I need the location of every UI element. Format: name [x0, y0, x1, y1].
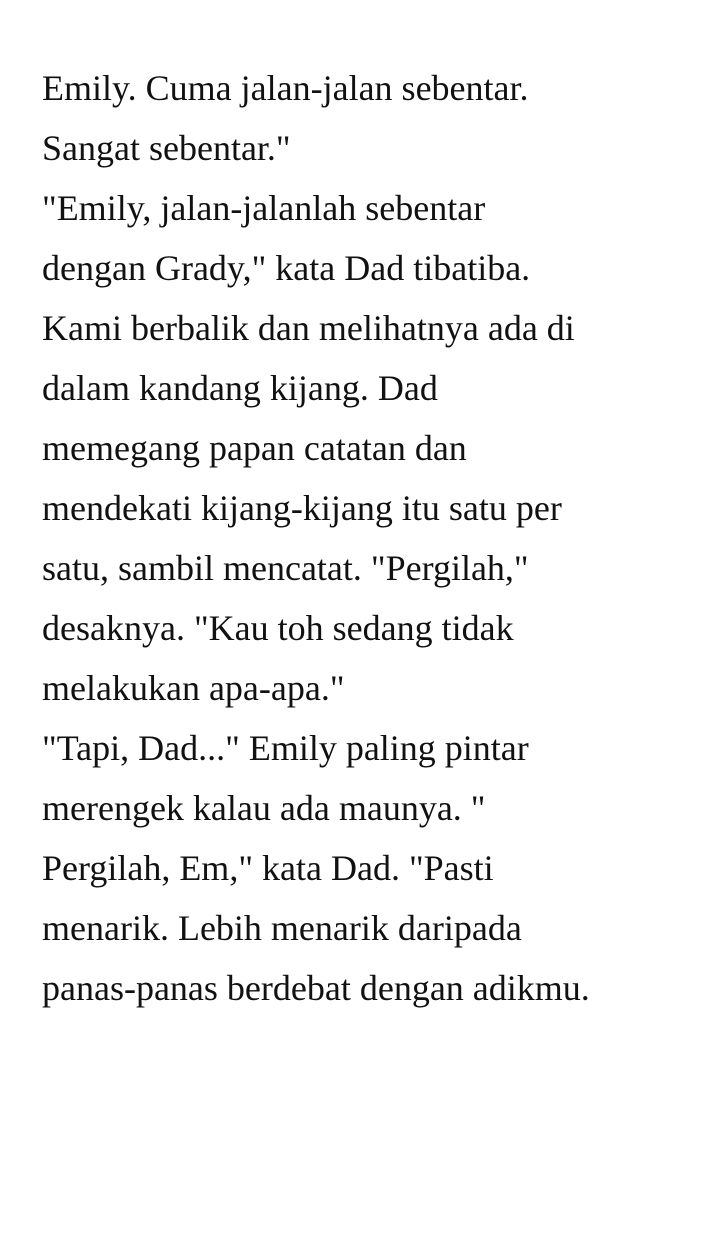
text-line: merengek kalau ada maunya. "	[42, 788, 486, 828]
text-line: melakukan apa-apa."	[42, 668, 345, 708]
text-line: Pergilah, Em," kata Dad. "Pasti	[42, 848, 494, 888]
text-line: mendekati kijang-kijang itu satu per	[42, 488, 562, 528]
text-line: satu, sambil mencatat. "Pergilah,"	[42, 548, 529, 588]
text-line: menarik. Lebih menarik daripada	[42, 908, 522, 948]
body-text	[42, 58, 712, 1018]
text-line: "Emily, jalan-jalanlah sebentar	[42, 188, 486, 228]
text-line: memegang papan catatan dan	[42, 428, 467, 468]
text-line: desaknya. "Kau toh sedang tidak	[42, 608, 514, 648]
text-line: dalam kandang kijang. Dad	[42, 368, 438, 408]
text-line: Emily. Cuma jalan-jalan sebentar.	[42, 68, 529, 108]
text-line: panas-panas berdebat dengan adikmu.	[42, 968, 590, 1008]
text-line: Sangat sebentar."	[42, 128, 291, 168]
text-line: Kami berbalik dan melihatnya ada di	[42, 308, 575, 348]
text-line: dengan Grady," kata Dad tibatiba.	[42, 248, 531, 288]
text-line: "Tapi, Dad..." Emily paling pintar	[42, 728, 529, 768]
